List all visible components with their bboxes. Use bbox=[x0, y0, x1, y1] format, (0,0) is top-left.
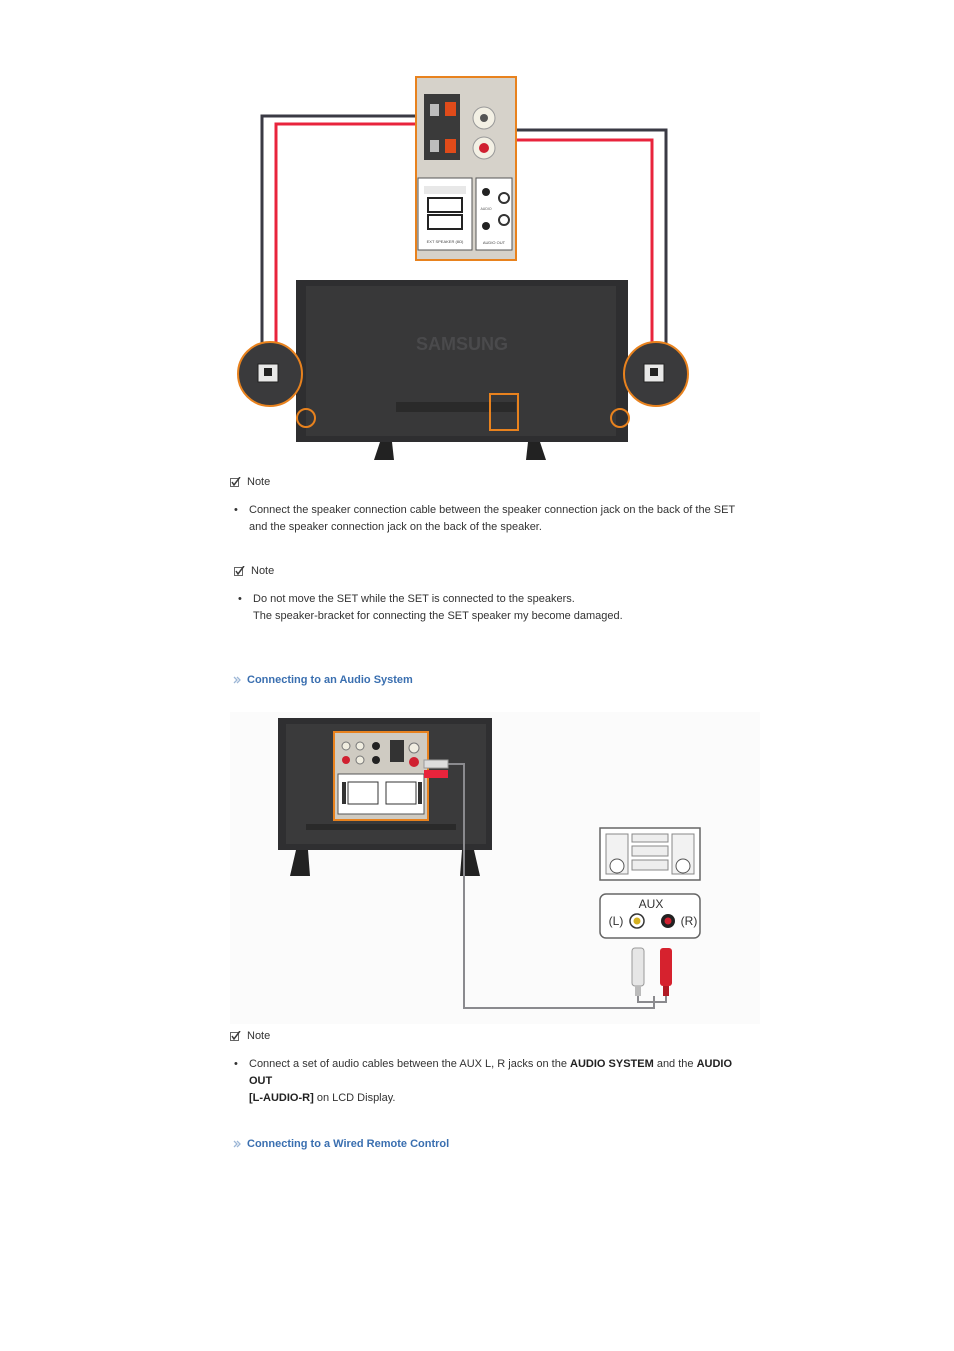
note-3-text: Connect a set of audio cables between the AUX L, R jacks on the AUDIO SYSTEM and the AUDIO OUT [L-AUDIO-R] on LCD Display. bbox=[249, 1058, 733, 1104]
note-check-icon bbox=[230, 477, 241, 487]
aux-label: AUX bbox=[638, 897, 664, 911]
aux-right-label: (R) bbox=[680, 914, 698, 928]
note-2-bullet: • Do not move the SET while the SET is connected to the speakers. The speaker-bracket for connecting the SET speaker my become damaged. bbox=[238, 593, 623, 622]
audio-out-term: AUDIO OUT bbox=[249, 1058, 733, 1087]
note-label: Note bbox=[247, 1030, 271, 1042]
note-2-line-1: Do not move the SET while the SET is connected to the speakers. bbox=[253, 593, 575, 605]
rca-red-plug bbox=[660, 948, 672, 986]
svg-text:AUDIO: AUDIO bbox=[480, 207, 492, 211]
double-arrow-icon bbox=[233, 1140, 241, 1148]
speaker-connection-figure bbox=[236, 74, 692, 464]
double-arrow-icon bbox=[233, 676, 241, 684]
aux-left-label: (L) bbox=[608, 914, 624, 928]
brand-mark: SAMSUNG bbox=[415, 334, 509, 354]
note-2-line-2: The speaker-bracket for connecting the SET speaker my become damaged. bbox=[253, 610, 623, 622]
audio-system-diagram bbox=[230, 712, 760, 1024]
note-heading-3 bbox=[230, 1030, 270, 1042]
section-heading-audio-system[interactable] bbox=[233, 674, 413, 686]
note-1-bullet: • Connect the speaker connection cable between the speaker connection jack on the back of the SET and the speaker connection jack on the back of the speaker. bbox=[234, 502, 754, 538]
note-1-text: Connect the speaker connection cable between the speaker connection jack on the back of the SET and the speaker connection jack on the back of the speaker. bbox=[249, 504, 735, 533]
audio-out-label: AUDIO OUT bbox=[482, 240, 506, 245]
l-audio-r-term: [L-AUDIO-R] bbox=[249, 1092, 314, 1104]
section-title[interactable]: Connecting to a Wired Remote Control bbox=[247, 1138, 450, 1150]
section-title[interactable]: Connecting to an Audio System bbox=[247, 674, 413, 686]
note-heading-2 bbox=[234, 565, 274, 577]
section-heading-wired-remote[interactable] bbox=[233, 1138, 449, 1150]
rca-white-plug bbox=[632, 948, 644, 986]
speaker-connection-diagram bbox=[236, 74, 692, 464]
audio-system-figure bbox=[230, 712, 760, 1024]
ext-speaker-label: EXT SPEAKER (8Ω) bbox=[426, 239, 464, 244]
note-check-icon bbox=[230, 1031, 241, 1041]
note-heading-1 bbox=[230, 476, 270, 488]
audio-system-term: AUDIO SYSTEM bbox=[570, 1058, 654, 1070]
note-label: Note bbox=[251, 565, 275, 577]
note-check-icon bbox=[234, 566, 245, 576]
note-3-bullet: • Connect a set of audio cables between the AUX L, R jacks on the AUDIO SYSTEM and the AUDIO OUT [L-AUDIO-R] on LCD Display. bbox=[234, 1056, 756, 1092]
note-label: Note bbox=[247, 476, 271, 488]
